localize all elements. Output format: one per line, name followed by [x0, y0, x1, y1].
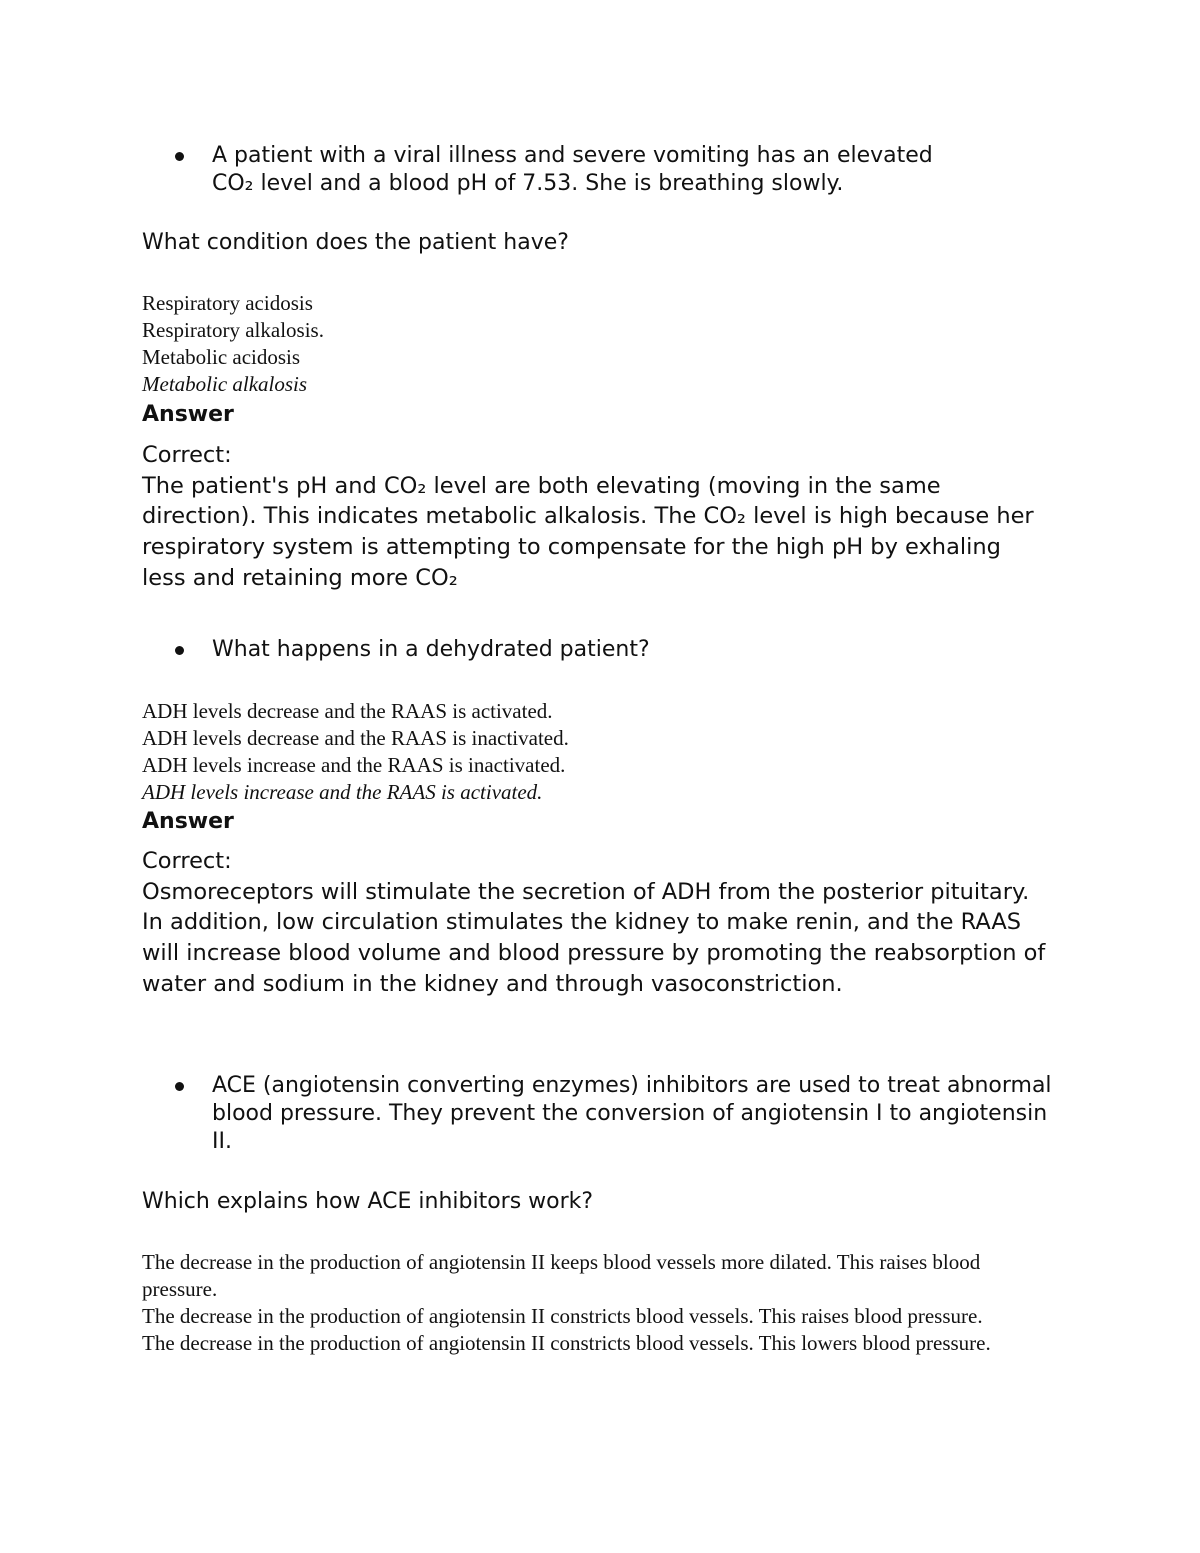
question-1-text: What condition does the patient have? — [142, 230, 569, 255]
option-correct: Metabolic alkalosis — [142, 372, 308, 396]
question-3-prompt — [142, 1072, 1072, 1156]
explanation-text: Osmoreceptors will stimulate the secretion of ADH from the posterior pituitary. In addition, low circulation stimulates the kidney to make renin, and the RAAS will increase blood volume and blood pressure by promoting the reabsorption of water and sodium in the kidney and through vasoconstriction. — [142, 878, 1046, 997]
question-2-explanation — [142, 846, 1047, 1000]
option: ADH levels decrease and the RAAS is activated. — [142, 699, 553, 723]
question-3-options — [142, 1249, 1037, 1357]
option: Respiratory acidosis — [142, 291, 313, 315]
option: ADH levels increase and the RAAS is inactivated. — [142, 753, 566, 777]
correct-label: Correct: — [142, 848, 232, 874]
option-correct: ADH levels increase and the RAAS is activated. — [142, 780, 543, 804]
question-1-prompt — [142, 142, 1072, 198]
question-2-answer-label: Answer — [142, 809, 234, 834]
option: The decrease in the production of angiotensin II keeps blood vessels more dilated. This raises blood pressure. — [142, 1250, 981, 1301]
question-1-prompt-line-2: CO₂ level and a blood pH of 7.53. She is breathing slowly. — [212, 171, 844, 196]
option: The decrease in the production of angiotensin II constricts blood vessels. This raises blood pressure. — [142, 1304, 983, 1328]
question-1-explanation — [142, 440, 1047, 594]
question-3-prompt-text: ACE (angiotensin converting enzymes) inhibitors are used to treat abnormal blood pressure. They prevent the conversion of angiotensin I to angiotensin II. — [212, 1073, 1052, 1154]
correct-label: Correct: — [142, 442, 232, 468]
bullet-icon — [175, 1082, 184, 1091]
option: ADH levels decrease and the RAAS is inactivated. — [142, 726, 569, 750]
question-1-prompt-line-1: A patient with a viral illness and severe vomiting has an elevated — [212, 143, 933, 168]
question-2-prompt — [142, 636, 1072, 664]
explanation-text: The patient's pH and CO₂ level are both elevating (moving in the same direction). This indicates metabolic alkalosis. The CO₂ level is high because her respiratory system is attempting to compensate for the high pH by exhaling less and retaining more CO₂ — [142, 472, 1034, 591]
bullet-icon — [175, 646, 184, 655]
option: The decrease in the production of angiotensin II constricts blood vessels. This lowers blood pressure. — [142, 1331, 991, 1355]
question-2-options — [142, 698, 1042, 806]
option: Metabolic acidosis — [142, 345, 301, 369]
question-2-prompt-text: What happens in a dehydrated patient? — [212, 637, 650, 662]
question-1-options — [142, 290, 1042, 398]
bullet-icon — [175, 152, 184, 161]
option: Respiratory alkalosis. — [142, 318, 324, 342]
question-3-text: Which explains how ACE inhibitors work? — [142, 1189, 594, 1214]
question-1-answer-label: Answer — [142, 402, 234, 427]
